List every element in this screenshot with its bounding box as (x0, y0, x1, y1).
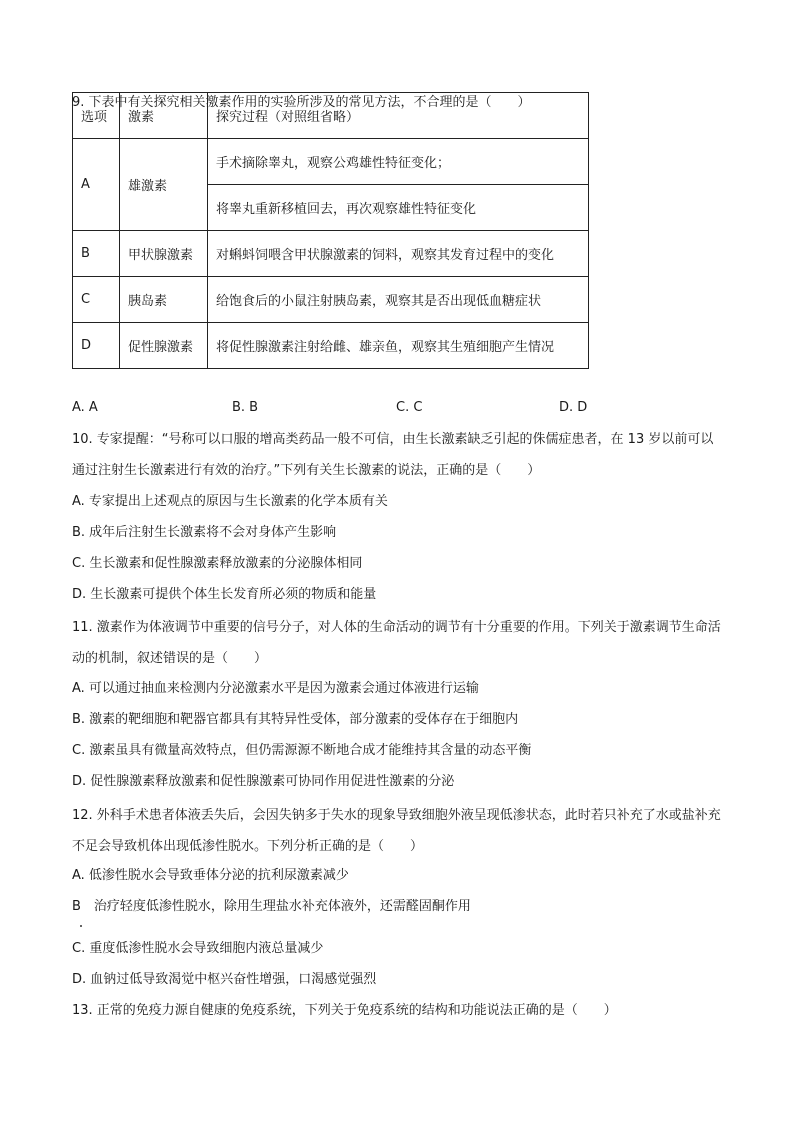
row-a-process-1: 手术摘除睾丸，观察公鸡雄性特征变化； (208, 139, 589, 185)
row-a-hormone: 雄激素 (120, 139, 208, 231)
header-option: 选项 (73, 93, 120, 139)
row-b-hormone: 甲状腺激素 (120, 231, 208, 277)
row-a-option: A (73, 139, 120, 231)
q9-choice-b[interactable]: B. B (232, 400, 259, 415)
q12-choice-a[interactable]: A. 低渗性脱水会导致垂体分泌的抗利尿激素减少 (72, 868, 349, 883)
q11-stem: 11. 激素作为体液调节中重要的信号分子，对人体的生命活动的调节有十分重要的作用。下列关于激素调节生命活动的机制，叙述错误的是（ ） (72, 620, 721, 666)
q11-choice-d[interactable]: D. 促性腺激素释放激素和促性腺激素可协同作用促进性激素的分泌 (72, 774, 455, 789)
row-c-option: C (73, 277, 120, 323)
table-header-row (73, 93, 589, 139)
q9-choice-a[interactable]: A. A (72, 400, 98, 415)
q9-stem: 9. 下表中有关探究相关激素作用的实验所涉及的常见方法，不合理的是（ ） (72, 95, 531, 110)
header-process: 探究过程（对照组省略） (208, 93, 589, 139)
row-d-process: 将促性腺激素注射给雌、雄亲鱼，观察其生殖细胞产生情况 (208, 323, 589, 369)
table-row (73, 277, 589, 323)
row-d-option: D (73, 323, 120, 369)
q12-choice-b[interactable]: B 治疗轻度低渗性脱水，除用生理盐水补充体液外，还需醛固酮作用 (72, 899, 471, 914)
table-row (73, 139, 589, 185)
row-c-process: 给饱食后的小鼠注射胰岛素，观察其是否出现低血糖症状 (208, 277, 589, 323)
q10-choice-c[interactable]: C. 生长激素和促性腺激素释放激素的分泌腺体相同 (72, 556, 363, 571)
stray-dot (80, 925, 82, 927)
q9-choice-d[interactable]: D. D (559, 400, 588, 415)
q9-table (72, 92, 589, 369)
q10-choice-b[interactable]: B. 成年后注射生长激素将不会对身体产生影响 (72, 525, 337, 540)
q11-choice-c[interactable]: C. 激素虽具有微量高效特点，但仍需源源不断地合成才能维持其含量的动态平衡 (72, 743, 532, 758)
table-row (73, 231, 589, 277)
q10-choice-d[interactable]: D. 生长激素可提供个体生长发育所必须的物质和能量 (72, 587, 377, 602)
table-row (73, 323, 589, 369)
row-b-option: B (73, 231, 120, 277)
row-a-process-2: 将睾丸重新移植回去，再次观察雄性特征变化 (208, 185, 589, 231)
header-hormone: 激素 (120, 93, 208, 139)
q9-choices (72, 398, 592, 418)
q13-stem: 13. 正常的免疫力源自健康的免疫系统，下列关于免疫系统的结构和功能说法正确的是（ ） (72, 1003, 617, 1018)
q12-choice-c[interactable]: C. 重度低渗性脱水会导致细胞内液总量减少 (72, 941, 324, 956)
q9-choice-c[interactable]: C. C (396, 400, 423, 415)
q10-choice-a[interactable]: A. 专家提出上述观点的原因与生长激素的化学本质有关 (72, 494, 388, 509)
q10-stem: 10. 专家提醒：“号称可以口服的增高类药品一般不可信，由生长激素缺乏引起的侏儒症患者，在 13 岁以前可以通过注射生长激素进行有效的治疗。”下列有关生长激素的说法，正确的是（ ） (72, 432, 714, 478)
row-c-hormone: 胰岛素 (120, 277, 208, 323)
row-b-process: 对蝌蚪饲喂含甲状腺激素的饲料，观察其发育过程中的变化 (208, 231, 589, 277)
q12-stem: 12. 外科手术患者体液丢失后，会因失钠多于失水的现象导致细胞外液呈现低渗状态，此时若只补充了水或盐补充不足会导致机体出现低渗性脱水。下列分析正确的是（ ） (72, 808, 721, 854)
q12-choice-d[interactable]: D. 血钠过低导致渴觉中枢兴奋性增强，口渴感觉强烈 (72, 972, 377, 987)
row-d-hormone: 促性腺激素 (120, 323, 208, 369)
q11-choice-b[interactable]: B. 激素的靶细胞和靶器官都具有其特异性受体，部分激素的受体存在于细胞内 (72, 712, 519, 727)
q11-choice-a[interactable]: A. 可以通过抽血来检测内分泌激素水平是因为激素会通过体液进行运输 (72, 681, 479, 696)
